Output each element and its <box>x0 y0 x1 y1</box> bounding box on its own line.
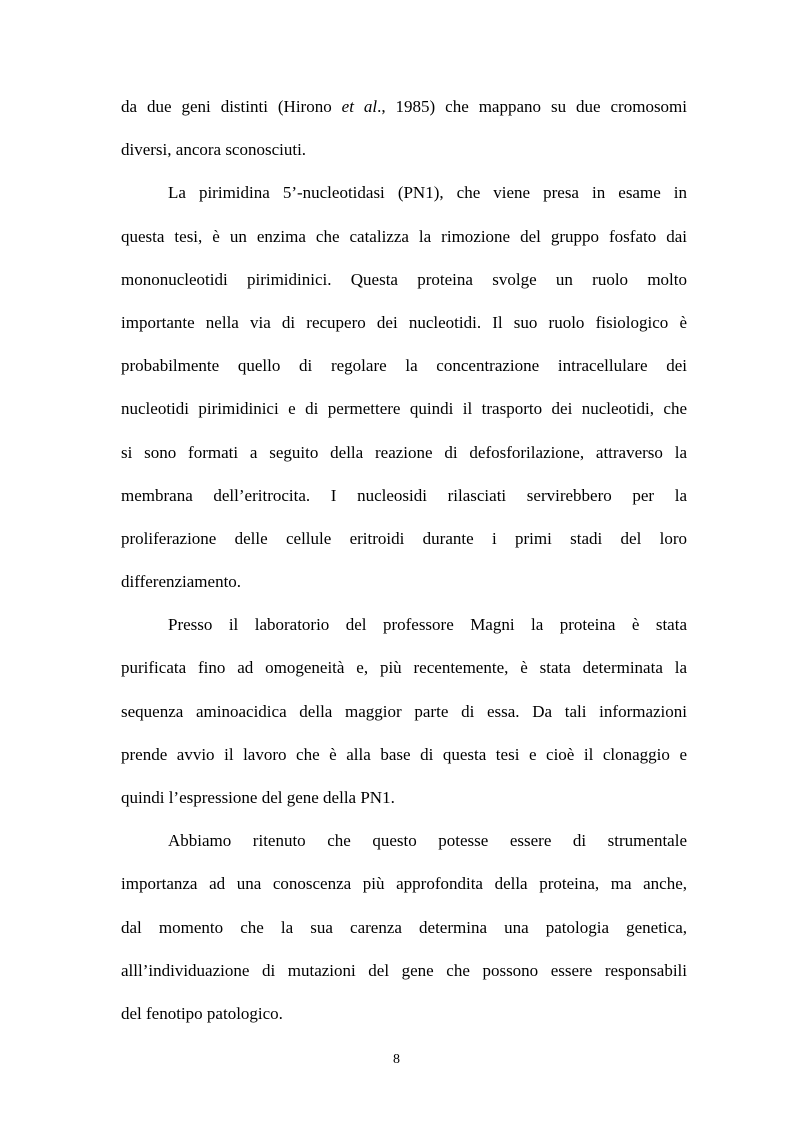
text-line: mononucleotidi pirimidinici. Questa proteina svolge un ruolo molto <box>121 269 687 289</box>
text-line: nucleotidi pirimidinici e di permettere quindi il trasporto dei nucleotidi, che <box>121 399 687 419</box>
text-line: prende avvio il lavoro che è alla base di questa tesi e cioè il clonaggio e <box>121 744 687 764</box>
paragraph-3 <box>121 603 687 819</box>
paragraph-2 <box>121 171 687 603</box>
text-line: questa tesi, è un enzima che catalizza la rimozione del gruppo fosfato dai <box>121 226 687 246</box>
text-line: Presso il laboratorio del professore Magni la proteina è stata <box>168 615 687 635</box>
text-line: diversi, ancora sconosciuti. <box>121 140 307 160</box>
text-line: del fenotipo patologico. <box>121 1003 283 1023</box>
text-line: probabilmente quello di regolare la concentrazione intracellulare dei <box>121 356 687 376</box>
text-line: dal momento che la sua carenza determina una patologia genetica, <box>121 917 687 937</box>
text-line: proliferazione delle cellule eritroidi durante i primi stadi del loro <box>121 528 687 548</box>
text-line: differenziamento. <box>121 572 242 592</box>
paragraph-1 <box>121 85 687 171</box>
text-line: alll’individuazione di mutazioni del gene che possono essere responsabili <box>121 960 687 980</box>
text-line: importante nella via di recupero dei nucleotidi. Il suo ruolo fisiologico è <box>121 312 687 332</box>
text-line: da due geni distinti (Hirono et al., 1985) che mappano su due cromosomi <box>121 97 688 116</box>
text-line: sequenza aminoacidica della maggior parte di essa. Da tali informazioni <box>121 701 687 721</box>
text-line: purificata fino ad omogeneità e, più recentemente, è stata determinata la <box>121 658 687 678</box>
text-line: Abbiamo ritenuto che questo potesse essere di strumentale <box>168 831 687 851</box>
text-line: La pirimidina 5’-nucleotidasi (PN1), che viene presa in esame in <box>168 183 687 203</box>
text-line: quindi l’espressione del gene della PN1. <box>121 788 395 807</box>
text-line: si sono formati a seguito della reazione di defosforilazione, attraverso la <box>121 442 687 462</box>
text-line: membrana dell’eritrocita. I nucleosidi rilasciati servirebbero per la <box>121 485 687 505</box>
text-line: importanza ad una conoscenza più approfondita della proteina, ma anche, <box>121 874 687 894</box>
document-body <box>121 85 687 1035</box>
paragraph-4 <box>121 819 687 1035</box>
page-number: 8 <box>393 1052 400 1067</box>
emphasis-et-al: et al <box>341 97 378 116</box>
